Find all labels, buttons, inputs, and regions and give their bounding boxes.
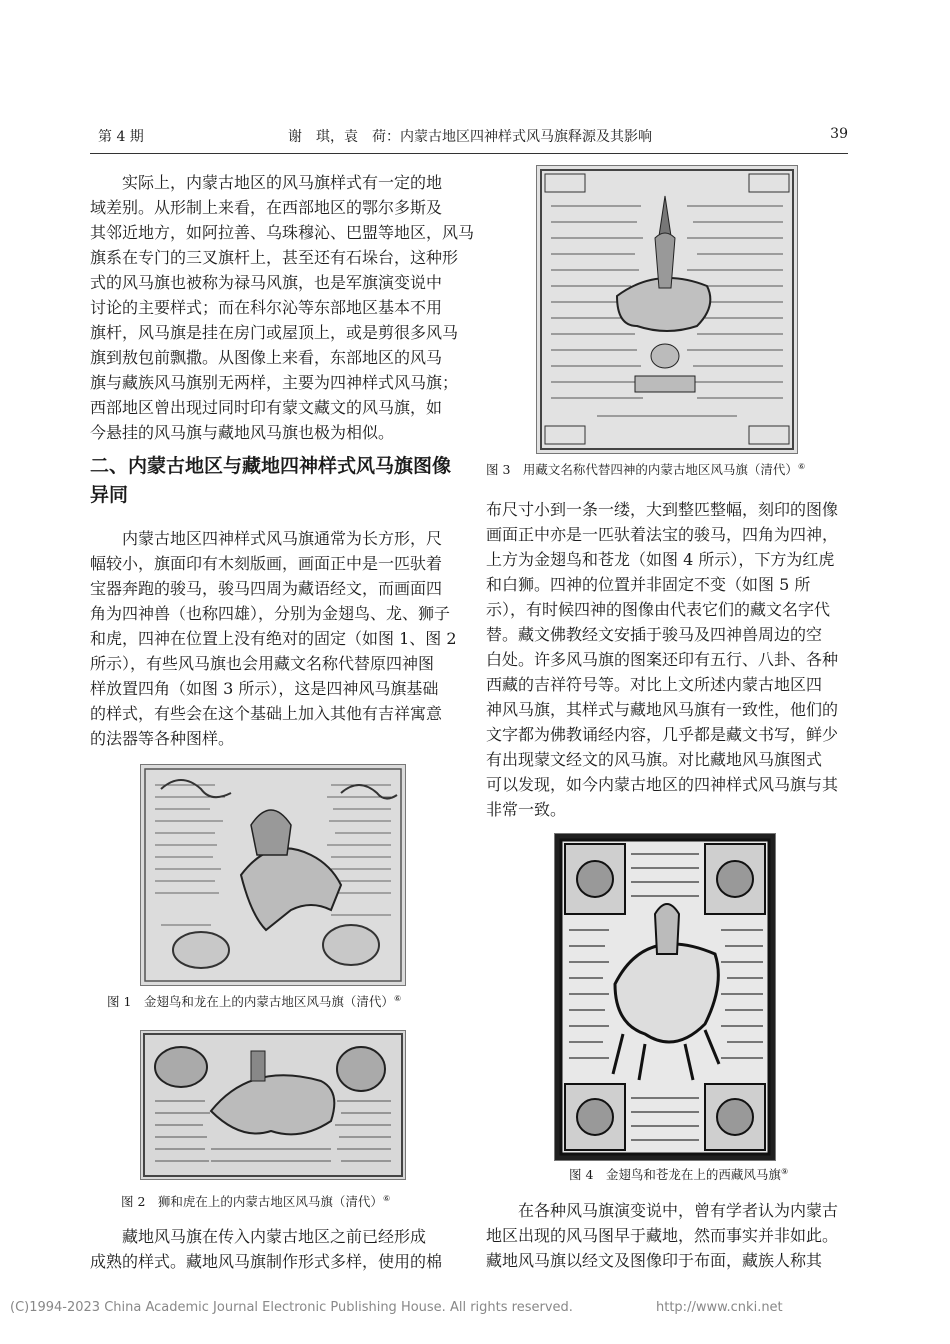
copyright-text: (C)1994-2023 China Academic Journal Electronic Publishing House. All rights reserved. <box>10 1300 573 1315</box>
text-line: 角为四神兽（也称四雄），分别为金翅鸟、龙、狮子 <box>90 604 451 623</box>
left-para-2 <box>90 526 462 751</box>
text-line: 和白狮。四神的位置并非固定不变（如图 5 所 <box>486 575 811 594</box>
section-heading <box>90 452 470 510</box>
text-line: 非常一致。 <box>486 800 567 819</box>
figure-3-woodblock-print <box>536 165 798 454</box>
text-line: 的法器等各种图样。 <box>90 729 235 748</box>
right-para-1 <box>486 497 852 822</box>
text-line: 上方为金翅鸟和苍龙（如图 4 所示），下方为红虎 <box>486 550 835 569</box>
text-line: 域差别。从形制上来看，在西部地区的鄂尔多斯及 <box>90 198 443 217</box>
text-line: 画面正中亦是一匹驮着法宝的骏马，四角为四神， <box>486 525 839 544</box>
text-line: 示），有时候四神的图像由代表它们的藏文名字代 <box>486 600 831 619</box>
text-line: 成熟的样式。藏地风马旗制作形式多样，使用的棉 <box>90 1252 443 1271</box>
text-line: 在各种风马旗演变说中，曾有学者认为内蒙古 <box>518 1201 839 1220</box>
text-line: 宝器奔跑的骏马，骏马四周为藏语经文，而画面四 <box>90 579 443 598</box>
page-number: 39 <box>830 126 848 142</box>
left-para-1 <box>90 170 475 445</box>
figure-2-caption <box>121 1192 390 1210</box>
right-para-2 <box>486 1198 852 1273</box>
text-line: 西藏的吉祥符号等。对比上文所述内蒙古地区四 <box>486 675 823 694</box>
left-para-3 <box>90 1224 462 1274</box>
text-line: 旗与藏族风马旗别无两样，主要为四神样式风马旗； <box>90 373 459 392</box>
caption-text: 图 1 金翅鸟和龙在上的内蒙古地区风马旗（清代） <box>107 994 394 1009</box>
text-line: 今悬挂的风马旗与藏地风马旗也极为相似。 <box>90 423 395 442</box>
text-line: 白处。许多风马旗的图案还印有五行、八卦、各种 <box>486 650 839 669</box>
text-line: 样放置四角（如图 3 所示），这是四神风马旗基础 <box>90 679 439 698</box>
text-line: 西部地区曾出现过同时印有蒙文藏文的风马旗，如 <box>90 398 443 417</box>
text-line: 藏地风马旗在传入内蒙古地区之前已经形成 <box>122 1227 427 1246</box>
text-line: 旗系在专门的三叉旗杆上，甚至还有石垛台，这种形 <box>90 248 459 267</box>
caption-text: 图 3 用藏文名称代替四神的内蒙古地区风马旗（清代） <box>486 462 798 477</box>
text-line: 幅较小，旗面印有木刻版画，画面正中是一匹驮着 <box>90 554 443 573</box>
text-line: 旗到敖包前飘撒。从图像上来看，东部地区的风马 <box>90 348 443 367</box>
text-line: 所示），有些风马旗也会用藏文名称代替原四神图 <box>90 654 435 673</box>
text-line: 可以发现，如今内蒙古地区的四神样式风马旗与其 <box>486 775 839 794</box>
text-line: 实际上，内蒙古地区的风马旗样式有一定的地 <box>122 173 443 192</box>
text-line: 和虎，四神在位置上没有绝对的固定（如图 1、图 2 <box>90 629 457 648</box>
heading-line: 二、内蒙古地区与藏地四神样式风马旗图像 <box>90 455 452 477</box>
figure-4-caption <box>569 1165 788 1183</box>
running-header <box>98 126 848 148</box>
footnote-ref: ⑥ <box>382 1193 391 1203</box>
text-line: 其邻近地方，如阿拉善、乌珠穆沁、巴盟等地区，风马 <box>90 223 475 242</box>
figure-4-woodblock-print <box>554 833 776 1161</box>
footnote-ref: ⑥ <box>797 461 806 471</box>
text-line: 神风马旗，其样式与藏地风马旗有一致性，他们的 <box>486 700 839 719</box>
caption-text: 图 4 金翅鸟和苍龙在上的西藏风马旗 <box>569 1167 781 1182</box>
figure-3-caption <box>486 460 805 478</box>
text-line: 内蒙古地区四神样式风马旗通常为长方形，尺 <box>122 529 443 548</box>
footnote-ref: ⑥ <box>393 993 402 1003</box>
issue-number: 第 4 期 <box>98 129 144 145</box>
text-line: 式的风马旗也被称为禄马风旗，也是军旗演变说中 <box>90 273 443 292</box>
text-line: 文字都为佛教诵经内容，几乎都是藏文书写，鲜少 <box>486 725 839 744</box>
heading-line: 异同 <box>90 484 129 506</box>
text-line: 藏地风马旗以经文及图像印于布面，藏族人称其 <box>486 1251 823 1270</box>
text-line: 布尺寸小到一条一缕，大到整匹整幅，刻印的图像 <box>486 500 839 519</box>
text-line: 讨论的主要样式；而在科尔沁等东部地区基本不用 <box>90 298 443 317</box>
source-url: http://www.cnki.net <box>656 1300 783 1315</box>
text-line: 地区出现的风马图早于藏地，然而事实并非如此。 <box>486 1226 839 1245</box>
caption-text: 图 2 狮和虎在上的内蒙古地区风马旗（清代） <box>121 1194 383 1209</box>
figure-1-caption <box>107 992 401 1010</box>
running-title: 谢 琪，袁 荷：内蒙古地区四神样式风马旗释源及其影响 <box>288 129 652 145</box>
footnote-ref: ⑨ <box>780 1166 789 1176</box>
figure-1-woodblock-print <box>140 764 406 986</box>
text-line: 旗杆，风马旗是挂在房门或屋顶上，或是剪很多风马 <box>90 323 459 342</box>
text-line: 的样式，有些会在这个基础上加入其他有吉祥寓意 <box>90 704 443 723</box>
text-line: 有出现蒙文经文的风马旗。对比藏地风马旗图式 <box>486 750 823 769</box>
text-line: 替。藏文佛教经文安插于骏马及四神兽周边的空 <box>486 625 823 644</box>
figure-2-woodblock-print <box>140 1030 406 1180</box>
header-rule <box>90 153 848 154</box>
